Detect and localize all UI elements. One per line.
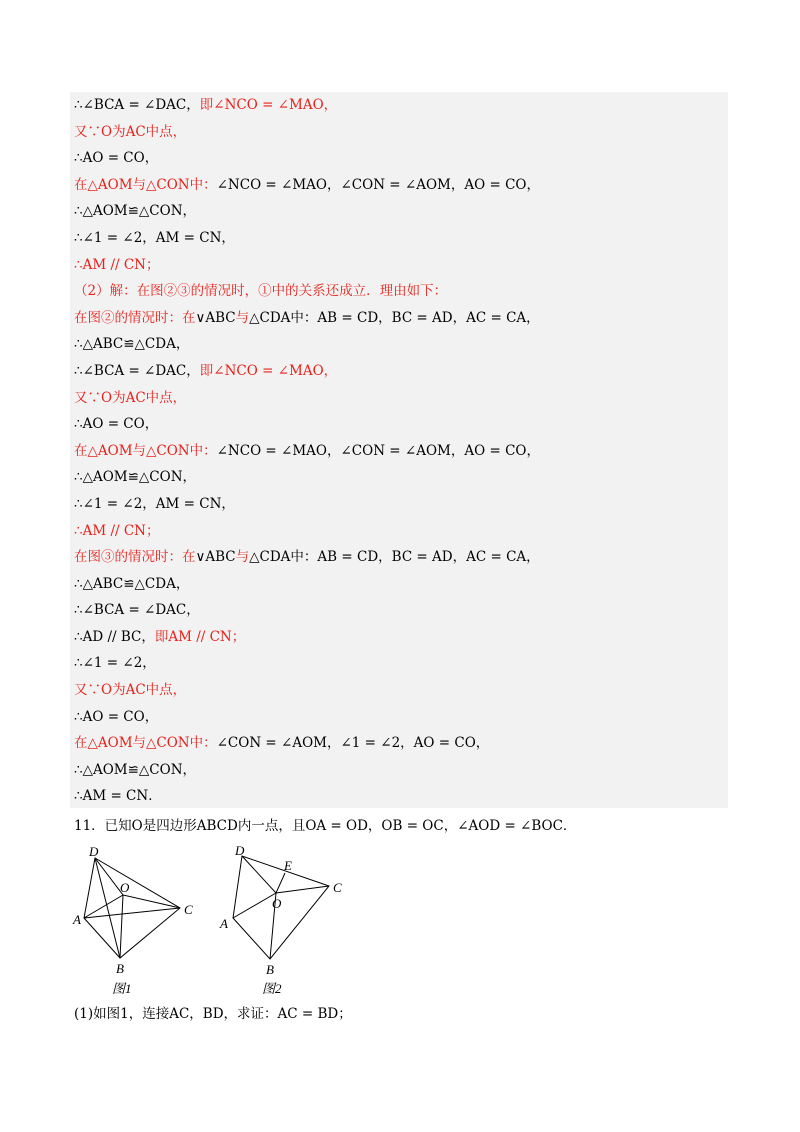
solution-text-segment: ∴∠1 = ∠2，AM = CN， — [74, 229, 235, 246]
solution-line — [74, 438, 724, 465]
solution-text-segment: ∴∠1 = ∠2， — [74, 655, 156, 672]
fig2-label-c: C — [333, 880, 342, 895]
solution-text-segment: 在△AOM与△CON中： — [74, 176, 217, 193]
solution-text-segment: ∴△AOM≌△CON， — [74, 761, 197, 778]
solution-text-segment: 与 — [235, 309, 250, 326]
solution-text-segment: △CDA中：AB = CD，BC = AD，AC = CA， — [249, 309, 540, 326]
fig2-label-o: O — [272, 896, 282, 911]
solution-line — [74, 491, 724, 518]
solution-text-segment: ∴∠BCA = ∠DAC， — [74, 362, 200, 379]
solution-line — [74, 411, 724, 438]
solution-text-segment: ∨ABC — [195, 309, 236, 326]
solution-line — [74, 198, 724, 225]
solution-line — [74, 677, 724, 704]
fig1-label-a: A — [73, 912, 81, 927]
solution-text-segment: ∴AM // CN； — [74, 256, 160, 273]
solution-line — [74, 518, 724, 545]
solution-text-segment: 与 — [235, 549, 250, 566]
solution-line — [74, 278, 724, 305]
solution-line — [74, 145, 724, 172]
fig1-label-b: B — [116, 961, 124, 976]
solution-line — [74, 385, 724, 412]
fig2-label-d: D — [235, 843, 245, 858]
solution-text-segment: ∨ABC — [195, 549, 236, 566]
fig2-caption: 图2 — [262, 981, 282, 996]
fig2-label-a: A — [220, 916, 228, 931]
solution-text-segment: 在图②的情况时：在 — [74, 309, 196, 326]
solution-text-segment: ∠NCO = ∠MAO，∠CON = ∠AOM，AO = CO， — [216, 442, 540, 459]
solution-line — [74, 172, 724, 199]
solution-line — [74, 92, 724, 119]
solution-line — [74, 305, 724, 332]
solution-line — [74, 252, 724, 279]
solution-text-segment: ∠NCO = ∠MAO，∠CON = ∠AOM，AO = CO， — [216, 176, 540, 193]
solution-text-segment: 在△AOM与△CON中： — [74, 442, 217, 459]
solution-text-segment: ∴AO = CO， — [74, 708, 159, 725]
solution-text-segment: ∴∠1 = ∠2，AM = CN， — [74, 495, 235, 512]
fig2-label-b: B — [266, 962, 274, 977]
solution-text-segment: △CDA中：AB = CD，BC = AD，AC = CA， — [249, 549, 540, 566]
solution-line — [74, 119, 724, 146]
solution-line — [74, 730, 724, 757]
solution-line — [74, 331, 724, 358]
solution-text-segment: ∴AM // CN； — [74, 522, 160, 539]
question-part-1: (1)如图1，连接AC，BD，求证：AC = BD； — [74, 1006, 352, 1022]
solution-line — [74, 757, 724, 784]
solution-text-segment: ∴△ABC≌△CDA， — [74, 336, 190, 353]
solution-text-segment: 在△AOM与△CON中： — [74, 735, 217, 752]
solution-text-segment: ∴△ABC≌△CDA， — [74, 575, 190, 592]
fig1-caption: 图1 — [112, 981, 132, 996]
solution-line — [74, 704, 724, 731]
fig2-label-e: E — [284, 858, 292, 873]
solution-text-segment: 即∠NCO = ∠MAO， — [199, 97, 338, 113]
solution-line — [74, 225, 724, 252]
solution-text-segment: ∴AO = CO， — [74, 150, 159, 167]
solution-line — [74, 624, 724, 651]
solution-text-segment: ∴∠BCA = ∠DAC， — [74, 97, 200, 113]
solution-line — [74, 783, 724, 810]
solution-text-segment: ∴△AOM≌△CON， — [74, 203, 197, 220]
solution-text-segment: 又∵O为AC中点， — [74, 682, 187, 699]
solution-text-segment: ∴∠BCA = ∠DAC， — [74, 602, 200, 619]
fig1-label-o: O — [120, 880, 130, 895]
solution-line — [74, 358, 724, 385]
solution-text-segment: ∴AD // BC， — [74, 628, 155, 645]
solution-text-segment: 在图③的情况时：在 — [74, 549, 196, 566]
solution-line — [74, 597, 724, 624]
solution-line — [74, 464, 724, 491]
solution-text-segment: （2）解：在图②③的情况时，①中的关系还成立．理由如下： — [74, 283, 448, 300]
solution-text-segment: 即∠NCO = ∠MAO， — [199, 362, 338, 379]
solution-text-segment: ∠CON = ∠AOM，∠1 = ∠2，AO = CO， — [216, 735, 490, 752]
fig1-label-c: C — [184, 902, 193, 917]
solution-block — [74, 92, 724, 810]
figure-1 — [68, 842, 208, 1000]
solution-text-segment: ∴AO = CO， — [74, 416, 159, 433]
fig1-label-d: D — [89, 844, 99, 859]
solution-line — [74, 650, 724, 677]
solution-text-segment: ∴△AOM≌△CON， — [74, 469, 197, 486]
figure-2 — [212, 842, 352, 1000]
solution-text-segment: 又∵O为AC中点， — [74, 123, 187, 140]
solution-line — [74, 571, 724, 598]
solution-text-segment: ∴AM = CN． — [74, 788, 162, 805]
solution-text-segment: 即AM // CN； — [154, 628, 246, 645]
solution-text-segment: 又∵O为AC中点， — [74, 389, 187, 406]
question-11: 11．已知O是四边形ABCD内一点，且OA = OD，OB = OC，∠AOD = ∠BOC． — [74, 818, 577, 834]
solution-line — [74, 544, 724, 571]
